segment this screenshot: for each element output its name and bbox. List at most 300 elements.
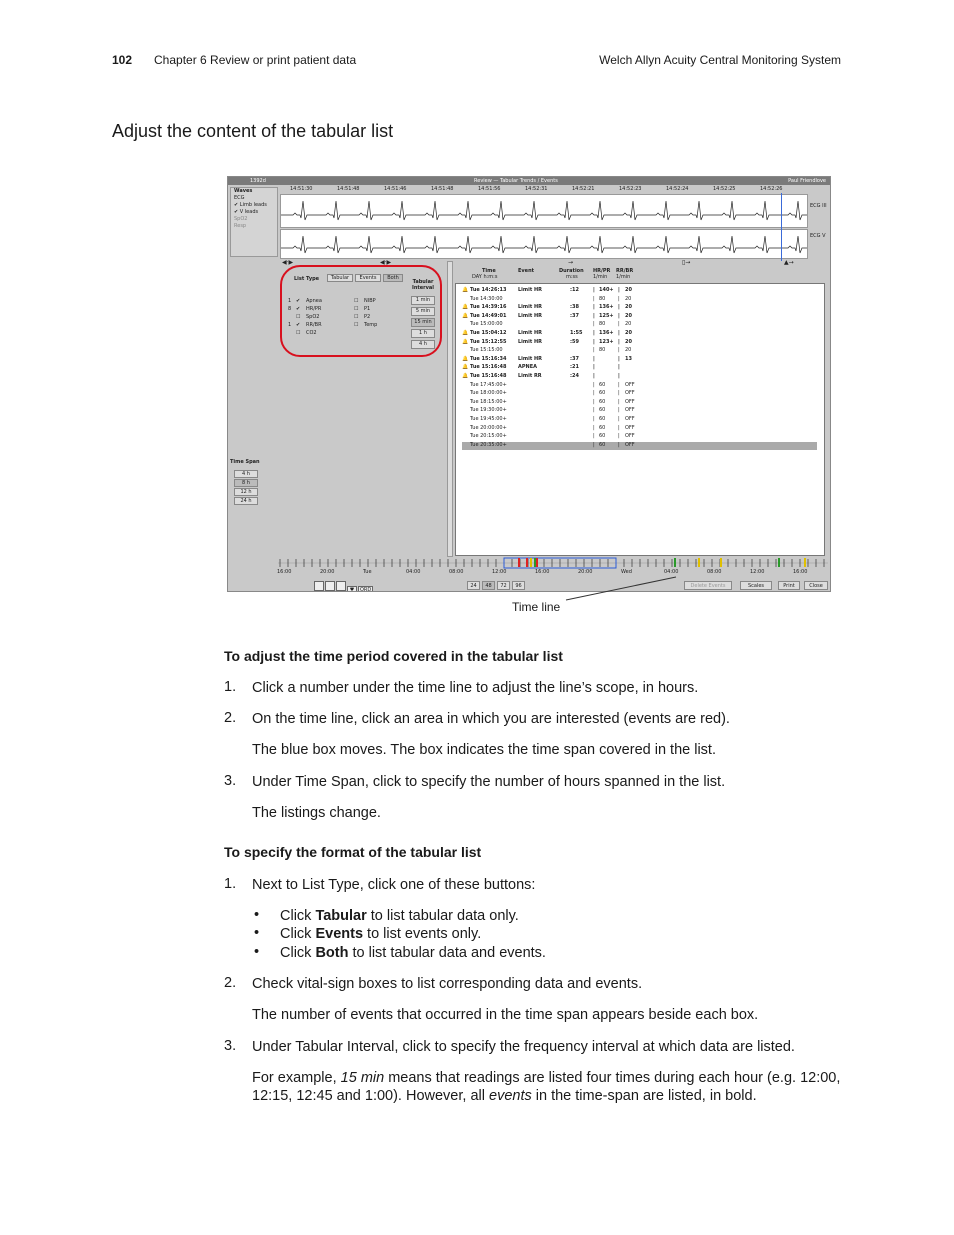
cell-divider: | — [593, 416, 595, 422]
ecg-label-2: ECG V — [810, 233, 826, 239]
cell-divider: | — [618, 321, 620, 328]
event-marker[interactable] — [526, 558, 528, 567]
bell-icon: 🔔 — [462, 373, 469, 379]
cell-divider: | — [618, 338, 620, 345]
event-marker[interactable] — [534, 558, 536, 567]
step-number: 3. — [224, 773, 237, 789]
cell-rrbr: 20 — [625, 330, 632, 336]
page-number: 102 — [112, 53, 133, 67]
cell-time: Tue 20:35:00+ — [470, 441, 507, 448]
procedure2-step3: Under Tabular Interval, click to specify the frequency interval at which data are listed. — [252, 1039, 795, 1055]
bullet-events: • — [254, 925, 260, 941]
cell-rrbr: 20 — [625, 304, 632, 311]
waves-item-label: Limb leads — [239, 202, 267, 208]
table-row[interactable] — [462, 382, 817, 390]
cell-hrpr: 125+ — [599, 312, 614, 319]
cell-rrbr: OFF — [625, 416, 635, 422]
waveform-cursor[interactable] — [781, 193, 782, 261]
time-line-label: 20:00 — [320, 569, 335, 575]
bell-icon: 🔔 — [462, 364, 469, 371]
cell-divider: | — [618, 355, 620, 362]
cell-time: Tue 20:00:00+ — [470, 424, 507, 431]
time-line-label: 04:00 — [664, 569, 679, 575]
cell-hrpr: 136+ — [599, 330, 614, 336]
cell-duration: :12 — [570, 287, 579, 293]
table-row[interactable] — [462, 416, 817, 424]
time-line-label: Tue — [363, 569, 372, 575]
step-number: 1. — [224, 679, 237, 695]
procedure2-step1: Next to List Type, click one of these buttons: — [252, 877, 536, 893]
procedure1-step2: On the time line, click an area in which you are interested (events are red). — [252, 711, 730, 727]
bullet-post: to list events only. — [363, 926, 482, 942]
cell-hrpr: 140+ — [599, 287, 614, 293]
unchecked-box-icon[interactable]: ☐ — [296, 330, 301, 336]
waves-panel — [230, 187, 278, 257]
cell-hrpr: 123+ — [599, 338, 614, 345]
title-left-label: 1392d — [250, 178, 266, 184]
cell-divider: | — [593, 373, 595, 379]
grid-icon[interactable] — [325, 581, 335, 591]
cell-time: Tue 15:00:00 — [470, 321, 503, 328]
cell-rrbr: 20 — [625, 312, 632, 319]
ecg-label-1: ECG III — [810, 203, 827, 209]
cell-divider: | — [593, 433, 595, 440]
interval-button[interactable]: 4 h — [411, 340, 435, 349]
bullet-tabular: • — [254, 907, 260, 923]
table-row[interactable] — [462, 347, 817, 355]
cell-hrpr: 60 — [599, 433, 606, 440]
example-text: For example, — [252, 1070, 341, 1086]
event-marker[interactable] — [778, 558, 780, 567]
cell-duration: :59 — [570, 338, 579, 345]
event-count: 8 — [288, 306, 292, 312]
bottom-button[interactable]: Scales — [740, 581, 772, 590]
cell-time: Tue 14:26:13 — [470, 287, 507, 293]
bullet-events-text — [280, 925, 481, 943]
nav-back-icon[interactable]: ◀·▶ — [282, 259, 294, 266]
bullet-term: Both — [315, 945, 349, 961]
unchecked-box-icon[interactable]: ☐ — [354, 314, 359, 320]
waves-item-label: V leads — [239, 209, 259, 215]
cell-divider: | — [618, 407, 620, 414]
scope-button[interactable]: 24 — [467, 581, 480, 590]
waveform-timestamp: 14:51:46 — [384, 186, 407, 192]
time-line-label: 20:00 — [578, 569, 593, 575]
cell-divider: | — [593, 304, 595, 311]
bullet-pre: Click — [280, 908, 316, 924]
nav-arrow-icon[interactable]: → — [568, 259, 574, 266]
step-number: 3. — [224, 1038, 237, 1054]
table-row[interactable] — [462, 313, 817, 321]
bell-icon: 🔔 — [462, 330, 469, 336]
cell-divider: | — [593, 364, 595, 371]
time-line-label: 16:00 — [793, 569, 808, 575]
step-number: 2. — [224, 710, 237, 726]
cell-divider: | — [618, 295, 620, 302]
procedure1-heading: To adjust the time period covered in the tabular list — [224, 648, 563, 664]
time-span-button[interactable]: 4 h — [234, 470, 258, 478]
cell-divider: | — [593, 295, 595, 302]
cell-hrpr: 60 — [599, 398, 606, 405]
cell-rrbr: 20 — [625, 338, 632, 345]
col-time: Time — [482, 268, 496, 274]
scope-button[interactable]: 96 — [512, 581, 525, 590]
time-line-callout: Time line — [512, 600, 561, 614]
event-marker[interactable] — [720, 558, 722, 567]
cell-event: Limit HR — [518, 312, 542, 319]
vital-label: Temp — [364, 322, 378, 328]
cell-rrbr: OFF — [625, 441, 635, 448]
cell-divider: | — [593, 381, 595, 388]
interval-button[interactable]: 5 min — [411, 307, 435, 316]
cell-time: Tue 15:16:34 — [470, 355, 507, 362]
cell-time: Tue 17:45:00+ — [470, 381, 507, 388]
col-rrbr: RR/BR — [616, 268, 634, 274]
example-emphasis: 15 min — [340, 1070, 385, 1086]
cell-divider: | — [618, 416, 620, 422]
event-marker[interactable] — [518, 558, 520, 567]
procedure1-step3: Under Time Span, click to specify the number of hours spanned in the list. — [252, 774, 726, 790]
col-hrpr-sub: 1/min — [593, 274, 608, 280]
window-title: Review — Tabular Trends / Events — [474, 178, 558, 184]
cell-rrbr: OFF — [625, 381, 635, 388]
table-row[interactable] — [462, 330, 817, 338]
unchecked-box-icon[interactable]: ☐ — [354, 298, 359, 304]
time-line-label: Wed — [621, 569, 632, 575]
event-marker[interactable] — [536, 558, 538, 567]
scope-button[interactable]: 72 — [497, 581, 510, 590]
list-scrollbar[interactable] — [447, 261, 453, 557]
waveform-timestamp: 14:51:56 — [478, 186, 501, 192]
table-row[interactable] — [462, 339, 817, 347]
cell-divider: | — [618, 381, 620, 388]
cell-event: Limit HR — [518, 355, 542, 362]
cell-event: Limit HR — [518, 330, 542, 336]
unchecked-box-icon[interactable]: ☐ — [296, 314, 301, 320]
list-type-both-button[interactable]: Both — [383, 274, 403, 282]
cell-hrpr: 60 — [599, 441, 606, 448]
cell-divider: | — [593, 390, 595, 397]
vital-label: Apnea — [306, 298, 322, 304]
list-column-headers — [456, 268, 816, 282]
vital-label: P2 — [364, 314, 371, 320]
cell-divider: | — [618, 304, 620, 311]
cell-divider: | — [593, 312, 595, 319]
cell-duration: :21 — [570, 364, 579, 371]
cell-divider: | — [618, 398, 620, 405]
bell-icon: 🔔 — [462, 304, 469, 311]
col-rrbr-sub: 1/min — [616, 274, 631, 280]
time-line-label: 12:00 — [492, 569, 507, 575]
procedure1-step1: Click a number under the time line to adjust the line’s scope, in hours. — [252, 680, 699, 696]
unchecked-box-icon[interactable]: ☐ — [354, 322, 359, 328]
checked-box-icon[interactable]: ✔ — [296, 322, 301, 328]
cell-duration: 1:55 — [570, 330, 583, 336]
cell-hrpr: 80 — [599, 295, 606, 302]
table-row[interactable] — [462, 321, 817, 329]
list-type-label: List Type — [294, 276, 320, 282]
cell-divider: | — [618, 347, 620, 354]
cell-divider: | — [593, 355, 595, 362]
vital-label: NIBP — [364, 298, 376, 304]
print-strip-icon[interactable]: ▯→ — [682, 259, 691, 266]
cell-time: Tue 19:45:00+ — [470, 416, 507, 422]
cell-event: APNEA — [518, 364, 538, 371]
cell-rrbr: 20 — [625, 321, 632, 328]
cell-hrpr: 136+ — [599, 304, 614, 311]
time-span-button[interactable]: 12 h — [234, 488, 258, 496]
table-row[interactable] — [462, 304, 817, 312]
interval-button[interactable]: 1 min — [411, 296, 435, 305]
heart-icon[interactable]: ♥ — [347, 586, 357, 592]
waves-item-ecg[interactable]: ECG — [234, 195, 245, 201]
cell-time: Tue 18:00:00+ — [470, 390, 507, 397]
trend-icon[interactable] — [314, 581, 324, 591]
vital-label: SpO2 — [306, 314, 320, 320]
example-emphasis: events — [489, 1088, 532, 1104]
bullet-post: to list tabular data only. — [366, 908, 519, 924]
cell-divider: | — [593, 321, 595, 328]
time-line[interactable] — [278, 555, 828, 581]
vital-label: CO2 — [306, 330, 317, 336]
cell-divider: | — [618, 424, 620, 431]
bullet-both: • — [254, 944, 260, 960]
waveform-timestamp: 14:52:23 — [619, 186, 642, 192]
cell-hrpr: 80 — [599, 347, 606, 354]
cell-time: Tue 15:16:48 — [470, 364, 507, 371]
time-line-label: 12:00 — [750, 569, 765, 575]
ecg-strip-lower — [280, 229, 808, 259]
bullet-pre: Click — [280, 945, 316, 961]
cell-hrpr: 80 — [599, 321, 606, 328]
cell-divider: | — [618, 364, 620, 371]
waveform-timestamp: 14:51:48 — [431, 186, 454, 192]
cell-time: Tue 20:15:00+ — [470, 433, 507, 440]
cell-time: Tue 15:12:55 — [470, 338, 507, 345]
bottom-button[interactable]: Print — [778, 581, 800, 590]
procedure2-step2: Check vital-sign boxes to list corresponding data and events. — [252, 976, 643, 992]
checked-box-icon[interactable]: ✔ — [296, 298, 301, 304]
window-title-bar — [228, 177, 830, 185]
bottom-button[interactable]: Delete Events — [684, 581, 732, 590]
event-marker[interactable] — [804, 558, 806, 567]
cell-rrbr: OFF — [625, 390, 635, 397]
bullet-both-text — [280, 944, 546, 962]
cell-time: Tue 15:04:12 — [470, 330, 507, 336]
waveform-timestamp: 14:51:48 — [337, 186, 360, 192]
waveform-time-stamps — [280, 186, 808, 193]
interval-button[interactable]: 1 h — [411, 329, 435, 338]
procedure1-step2-result: The blue box moves. The box indicates the time span covered in the list. — [252, 742, 716, 758]
cell-time: Tue 14:49:01 — [470, 312, 507, 319]
cell-time: Tue 19:30:00+ — [470, 407, 507, 414]
waves-item-v-leads[interactable]: ✔ V leads — [234, 209, 259, 215]
cell-divider: | — [618, 441, 620, 448]
tabular-interval-label: Tabular Interval — [411, 279, 434, 291]
cell-rrbr: OFF — [625, 424, 635, 431]
interval-button[interactable]: 15 min — [411, 318, 435, 327]
waves-title: Waves — [234, 188, 253, 194]
table-row[interactable] — [462, 399, 817, 407]
cell-divider: | — [618, 373, 620, 379]
ecg-strip-upper — [280, 194, 808, 228]
time-span-label: Time Span — [230, 459, 260, 465]
waveform-timestamp: 14:52:25 — [713, 186, 736, 192]
waves-item-limb-leads[interactable]: ✔ Limb leads — [234, 202, 267, 208]
table-row[interactable] — [462, 287, 817, 295]
vital-label: RR/BR — [306, 322, 322, 328]
cell-rrbr: 20 — [625, 347, 632, 354]
table-row[interactable] — [462, 390, 817, 398]
section-title: Adjust the content of the tabular list — [112, 121, 394, 141]
cell-duration: :37 — [570, 312, 579, 319]
vital-label: HR/PR — [306, 306, 322, 312]
col-duration-sub: m:ss — [566, 274, 578, 280]
col-time-sub: DAY h:m:s — [472, 274, 498, 280]
waveform-timestamp: 14:52:21 — [572, 186, 595, 192]
event-count: 1 — [288, 298, 292, 304]
tool-icons — [314, 581, 373, 590]
review-window-screenshot — [227, 176, 831, 592]
cell-rrbr: 20 — [625, 287, 632, 293]
waveform-timestamp: 14:52:31 — [525, 186, 548, 192]
cell-time: Tue 18:15:00+ — [470, 398, 507, 405]
event-count: 1 — [288, 322, 292, 328]
bell-icon: 🔔 — [462, 355, 469, 362]
event-marker[interactable] — [674, 558, 676, 567]
table-row[interactable] — [462, 433, 817, 441]
nav-event-icon[interactable]: ◀·▶ — [380, 259, 392, 266]
time-line-label: 16:00 — [277, 569, 292, 575]
nav-forward-icon[interactable]: ▲→ — [784, 259, 794, 266]
table-row[interactable] — [462, 442, 817, 450]
example-text: in the time-span are listed, in bold. — [531, 1088, 757, 1104]
bullet-tabular-text — [280, 907, 519, 925]
chapter-title: Chapter 6 Review or print patient data — [154, 53, 357, 67]
bell-icon: 🔔 — [462, 287, 469, 293]
ecg-trace-lower — [281, 230, 807, 258]
cell-divider: | — [593, 424, 595, 431]
cell-divider: | — [618, 330, 620, 336]
cell-divider: | — [593, 441, 595, 448]
bullet-post: to list tabular data and events. — [348, 945, 546, 961]
cell-divider: | — [593, 407, 595, 414]
cell-event: Limit HR — [518, 287, 542, 293]
vital-label: P1 — [364, 306, 371, 312]
table-row[interactable] — [462, 407, 817, 415]
scope-button[interactable]: 48 — [482, 581, 495, 590]
waveform-timestamp: 14:52:26 — [760, 186, 783, 192]
time-span-button[interactable]: 24 h — [234, 497, 258, 505]
ecg-trace-upper — [281, 195, 807, 227]
tabular-list[interactable] — [455, 283, 825, 556]
bottom-button[interactable]: Close — [804, 581, 828, 590]
table-row[interactable] — [462, 296, 817, 304]
cell-time: Tue 15:15:00 — [470, 347, 503, 354]
procedure2-heading: To specify the format of the tabular list — [224, 844, 482, 860]
cell-hrpr: 60 — [599, 407, 606, 414]
checked-box-icon[interactable]: ✔ — [296, 306, 301, 312]
list-type-tabular-button[interactable]: Tabular — [327, 274, 353, 282]
chart-icon[interactable] — [336, 581, 346, 591]
cell-event: Limit HR — [518, 338, 542, 345]
cell-hrpr: 60 — [599, 416, 606, 422]
col-event: Event — [518, 268, 535, 274]
cell-event: Limit RR — [518, 373, 542, 379]
cell-divider: | — [618, 287, 620, 293]
cell-hrpr: 60 — [599, 390, 606, 397]
cell-rrbr: 13 — [625, 355, 632, 362]
bullet-pre: Click — [280, 926, 316, 942]
time-line-label: 04:00 — [406, 569, 421, 575]
cell-divider: | — [618, 312, 620, 319]
cell-time: Tue 14:30:00 — [470, 295, 503, 302]
cell-duration: :37 — [570, 355, 579, 362]
procedure2-step2-note: The number of events that occurred in the time span appears beside each box. — [252, 1007, 759, 1023]
bell-icon: 🔔 — [462, 312, 469, 319]
cell-divider: | — [593, 287, 595, 293]
unchecked-box-icon[interactable]: ☐ — [354, 306, 359, 312]
event-marker[interactable] — [698, 558, 700, 567]
waves-item-resp[interactable]: Resp — [234, 223, 247, 229]
cell-duration: :24 — [570, 373, 579, 379]
cell-hrpr: 60 — [599, 381, 606, 388]
table-row[interactable] — [462, 373, 817, 381]
cell-duration: :38 — [570, 304, 579, 311]
patient-name: Paul Friendlove — [788, 178, 826, 184]
cell-rrbr: OFF — [625, 407, 635, 414]
cell-divider: | — [618, 433, 620, 440]
waveform-timestamp: 14:51:30 — [290, 186, 313, 192]
event-marker[interactable] — [530, 558, 532, 567]
ecg-waveform — [281, 236, 807, 253]
cell-rrbr: OFF — [625, 433, 635, 440]
cell-event: Limit HR — [518, 304, 542, 311]
step-number: 1. — [224, 876, 237, 892]
procedure1-step3-result: The listings change. — [252, 805, 381, 821]
waveform-timestamp: 14:52:24 — [666, 186, 689, 192]
cell-time: Tue 15:16:48 — [470, 373, 507, 379]
waves-item-spo2[interactable]: SpO2 — [234, 216, 248, 222]
table-row[interactable] — [462, 364, 817, 372]
cell-divider: | — [593, 347, 595, 354]
cell-hrpr: 60 — [599, 424, 606, 431]
time-span-button[interactable]: 8 h — [234, 479, 258, 487]
product-name: Welch Allyn Acuity Central Monitoring System — [599, 53, 841, 67]
bullet-term: Events — [315, 926, 364, 942]
table-row[interactable] — [462, 356, 817, 364]
ecg-waveform — [281, 201, 807, 220]
list-type-events-button[interactable]: Events — [355, 274, 381, 282]
time-line-label: 08:00 — [707, 569, 722, 575]
bullet-term: Tabular — [315, 908, 367, 924]
cell-divider: | — [593, 338, 595, 345]
col-hrpr: HR/PR — [593, 268, 611, 274]
cell-divider: | — [593, 330, 595, 336]
col-duration: Duration — [559, 268, 584, 274]
cell-rrbr: 20 — [625, 295, 632, 302]
time-line-label: 16:00 — [535, 569, 550, 575]
cell-divider: | — [618, 390, 620, 397]
example-text: means that readings are listed four times during each hour (e.g. 12:00, 12:15, 12:45 and 1:00). However, all — [252, 1070, 841, 1104]
table-row[interactable] — [462, 425, 817, 433]
time-line-label: 08:00 — [449, 569, 464, 575]
bell-icon: 🔔 — [462, 338, 469, 345]
cell-time: Tue 14:39:16 — [470, 304, 507, 311]
ord-button[interactable]: ORD — [360, 587, 372, 592]
cell-divider: | — [593, 398, 595, 405]
step-number: 2. — [224, 975, 237, 991]
